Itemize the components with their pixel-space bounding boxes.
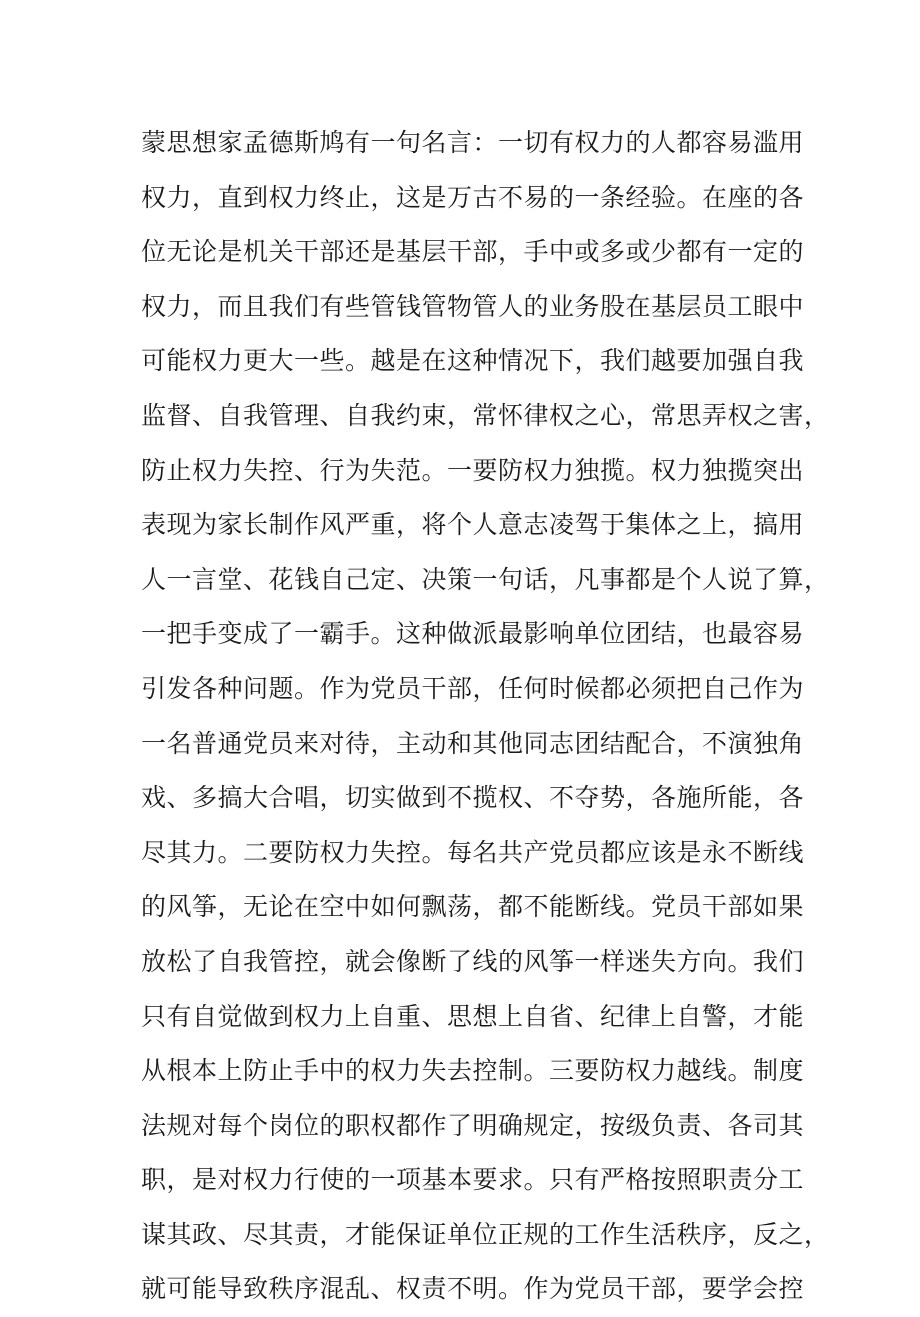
text-line: 位无论是机关干部还是基层干部，手中或多或少都有一定的 [141,237,805,267]
text-line: 权力，直到权力终止，这是万古不易的一条经验。在座的各 [141,182,805,212]
text-line: 的风筝，无论在空中如何飘荡，都不能断线。党员干部如果 [141,892,805,922]
text-line: 监督、自我管理、自我约束，常怀律权之心，常思弄权之害， [141,400,830,430]
text-line: 放松了自我管控，就会像断了线的风筝一样迷失方向。我们 [141,946,805,976]
text-line: 就可能导致秩序混乱、权责不明。作为党员干部，要学会控 [141,1274,805,1304]
text-line: 权力，而且我们有些管钱管物管人的业务股在基层员工眼中 [141,291,805,321]
text-line: 一名普通党员来对待，主动和其他同志团结配合，不演独角 [141,728,805,758]
text-line: 表现为家长制作风严重，将个人意志凌驾于集体之上，搞用 [141,510,805,540]
text-line: 法规对每个岗位的职权都作了明确规定，按级负责、各司其 [141,1110,805,1140]
text-line: 蒙思想家孟德斯鸠有一句名言：一切有权力的人都容易滥用 [141,128,805,157]
text-line: 只有自觉做到权力上自重、思想上自省、纪律上自警，才能 [141,1001,805,1031]
text-line: 一把手变成了一霸手。这种做派最影响单位团结，也最容易 [141,619,805,649]
text-line: 引发各种问题。作为党员干部，任何时候都必须把自己作为 [141,673,805,703]
text-line: 尽其力。二要防权力失控。每名共产党员都应该是永不断线 [141,837,805,867]
text-line: 从根本上防止手中的权力失去控制。三要防权力越线。制度 [141,1056,805,1086]
text-line: 戏、多搞大合唱，切实做到不揽权、不夺势，各施所能，各 [141,783,805,813]
text-line: 职，是对权力行使的一项基本要求。只有严格按照职责分工 [141,1165,805,1195]
text-line: 防止权力失控、行为失范。一要防权力独揽。权力独揽突出 [141,455,805,485]
body-text [141,116,830,1317]
text-line: 可能权力更大一些。越是在这种情况下，我们越要加强自我 [141,346,805,376]
text-line: 人一言堂、花钱自己定、决策一句话，凡事都是个人说了算， [141,564,830,594]
text-line: 谋其政、尽其责，才能保证单位正规的工作生活秩序，反之， [141,1219,830,1249]
